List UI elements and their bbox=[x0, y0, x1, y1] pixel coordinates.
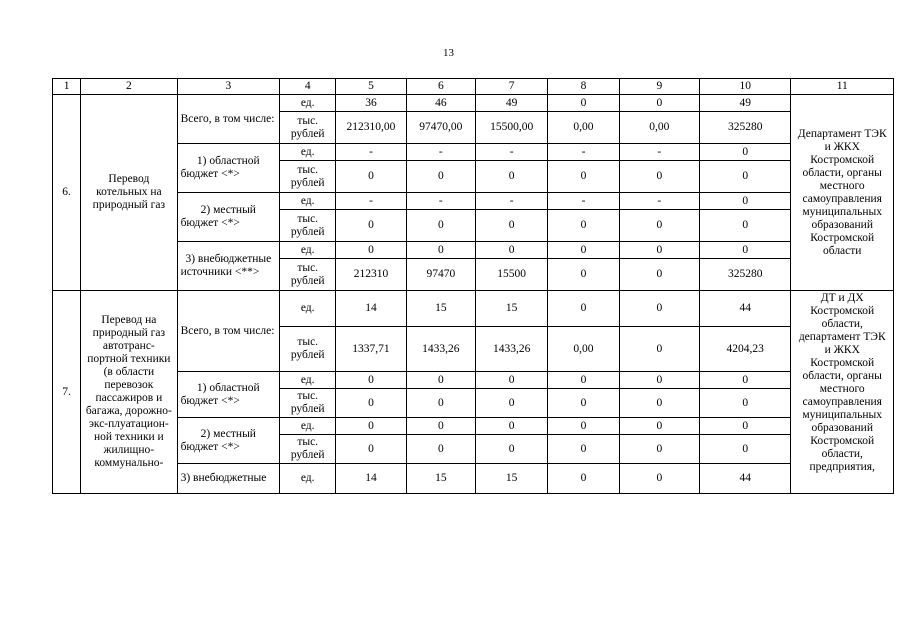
header-cell: 2 bbox=[81, 79, 177, 95]
value-cell: 97470 bbox=[406, 259, 475, 291]
value-cell: 0 bbox=[475, 435, 547, 464]
value-cell: 0 bbox=[548, 291, 619, 327]
value-cell: 0 bbox=[619, 464, 699, 494]
value-cell: 0 bbox=[619, 435, 699, 464]
value-cell: 0 bbox=[700, 389, 791, 418]
value-cell: 14 bbox=[336, 291, 406, 327]
value-cell: 0 bbox=[619, 242, 699, 259]
value-cell: 0 bbox=[700, 435, 791, 464]
value-cell: 0 bbox=[700, 144, 791, 161]
value-cell: 0 bbox=[619, 327, 699, 372]
value-cell: - bbox=[619, 193, 699, 210]
value-cell: 0 bbox=[548, 242, 619, 259]
value-cell: 0 bbox=[619, 418, 699, 435]
value-cell: 0,00 bbox=[548, 112, 619, 144]
table-row bbox=[53, 144, 894, 161]
value-cell: 212310,00 bbox=[336, 112, 406, 144]
measure-name: Перевод на природный газ автотранс-портной техники (в области перевозок пассажиров и багажа, дорожно-экс-плуатацион-ной техники и жилищно-коммунально- bbox=[81, 291, 177, 494]
value-cell: - bbox=[475, 144, 547, 161]
value-cell: 0 bbox=[619, 161, 699, 193]
value-cell: 325280 bbox=[700, 259, 791, 291]
unit-cell: тыс. рублей bbox=[280, 259, 336, 291]
value-cell: 0 bbox=[336, 210, 406, 242]
header-row bbox=[53, 79, 894, 95]
value-cell: 0 bbox=[336, 435, 406, 464]
value-cell: 0 bbox=[548, 372, 619, 389]
funding-source: 3) внебюджетные источники <**> bbox=[177, 242, 279, 291]
unit-cell: ед. bbox=[280, 242, 336, 259]
value-cell: 0 bbox=[336, 161, 406, 193]
header-cell: 7 bbox=[475, 79, 547, 95]
value-cell: 0 bbox=[700, 418, 791, 435]
table-row bbox=[53, 464, 894, 494]
value-cell: 0 bbox=[700, 242, 791, 259]
unit-cell: ед. bbox=[280, 95, 336, 112]
value-cell: 1433,26 bbox=[475, 327, 547, 372]
header-cell: 9 bbox=[619, 79, 699, 95]
value-cell: 0 bbox=[336, 242, 406, 259]
unit-cell: ед. bbox=[280, 418, 336, 435]
value-cell: 14 bbox=[336, 464, 406, 494]
value-cell: 0 bbox=[475, 389, 547, 418]
value-cell: 0 bbox=[619, 372, 699, 389]
value-cell: 36 bbox=[336, 95, 406, 112]
table-row bbox=[53, 193, 894, 210]
value-cell: 0 bbox=[548, 161, 619, 193]
value-cell: 49 bbox=[475, 95, 547, 112]
value-cell: - bbox=[406, 144, 475, 161]
value-cell: 0 bbox=[406, 418, 475, 435]
funding-source: 1) областной бюджет <*> bbox=[177, 144, 279, 193]
header-cell: 10 bbox=[700, 79, 791, 95]
value-cell: 0 bbox=[548, 464, 619, 494]
table-row bbox=[53, 418, 894, 435]
unit-cell: тыс. рублей bbox=[280, 161, 336, 193]
value-cell: 15 bbox=[406, 464, 475, 494]
measures-table bbox=[52, 78, 894, 494]
value-cell: - bbox=[619, 144, 699, 161]
funding-source: 3) внебюджетные bbox=[177, 464, 279, 494]
table-row bbox=[53, 291, 894, 327]
measure-name: Перевод котельных на природный газ bbox=[81, 95, 177, 291]
value-cell: - bbox=[406, 193, 475, 210]
value-cell: 325280 bbox=[700, 112, 791, 144]
value-cell: 44 bbox=[700, 464, 791, 494]
value-cell: 0 bbox=[700, 193, 791, 210]
responsible-executor: ДТ и ДХ Костромской области, департамент ТЭК и ЖКХ Костромской области, органы местного самоуправления муниципальных образований Костромской области, предприятия, bbox=[791, 291, 894, 494]
value-cell: 0 bbox=[406, 161, 475, 193]
header-cell: 3 bbox=[177, 79, 279, 95]
value-cell: 15 bbox=[475, 464, 547, 494]
header-cell: 5 bbox=[336, 79, 406, 95]
value-cell: 0 bbox=[700, 161, 791, 193]
value-cell: 0 bbox=[548, 259, 619, 291]
funding-source: 2) местный бюджет <*> bbox=[177, 418, 279, 464]
value-cell: 0 bbox=[700, 372, 791, 389]
value-cell: 0 bbox=[475, 372, 547, 389]
value-cell: 1433,26 bbox=[406, 327, 475, 372]
unit-cell: ед. bbox=[280, 144, 336, 161]
value-cell: 0,00 bbox=[619, 112, 699, 144]
value-cell: 15500 bbox=[475, 259, 547, 291]
table-body bbox=[53, 79, 894, 494]
header-cell: 6 bbox=[406, 79, 475, 95]
funding-source: 2) местный бюджет <*> bbox=[177, 193, 279, 242]
unit-cell: ед. bbox=[280, 372, 336, 389]
value-cell: 0 bbox=[406, 210, 475, 242]
value-cell: 0 bbox=[336, 372, 406, 389]
unit-cell: тыс. рублей bbox=[280, 112, 336, 144]
header-cell: 4 bbox=[280, 79, 336, 95]
value-cell: 0 bbox=[406, 372, 475, 389]
table-row bbox=[53, 95, 894, 112]
header-cell: 11 bbox=[791, 79, 894, 95]
header-cell: 1 bbox=[53, 79, 81, 95]
funding-source: Всего, в том числе: bbox=[177, 95, 279, 144]
value-cell: - bbox=[336, 144, 406, 161]
row-number: 7. bbox=[53, 291, 81, 494]
value-cell: 46 bbox=[406, 95, 475, 112]
value-cell: 0 bbox=[619, 389, 699, 418]
value-cell: 0 bbox=[475, 210, 547, 242]
value-cell: - bbox=[548, 193, 619, 210]
value-cell: 0 bbox=[619, 95, 699, 112]
value-cell: 0 bbox=[548, 435, 619, 464]
value-cell: 15 bbox=[475, 291, 547, 327]
unit-cell: тыс. рублей bbox=[280, 327, 336, 372]
value-cell: 0 bbox=[548, 418, 619, 435]
funding-source: 1) областной бюджет <*> bbox=[177, 372, 279, 418]
page-number: 13 bbox=[443, 47, 454, 59]
unit-cell: ед. bbox=[280, 464, 336, 494]
responsible-executor: Департамент ТЭК и ЖКХ Костромской области, органы местного самоуправления муниципальных образований Костромской области bbox=[791, 95, 894, 291]
row-number: 6. bbox=[53, 95, 81, 291]
value-cell: 0 bbox=[548, 389, 619, 418]
value-cell: 0 bbox=[548, 210, 619, 242]
value-cell: 49 bbox=[700, 95, 791, 112]
unit-cell: тыс. рублей bbox=[280, 389, 336, 418]
value-cell: 4204,23 bbox=[700, 327, 791, 372]
table-row bbox=[53, 242, 894, 259]
value-cell: - bbox=[475, 193, 547, 210]
value-cell: - bbox=[336, 193, 406, 210]
value-cell: 0 bbox=[619, 259, 699, 291]
table-row bbox=[53, 372, 894, 389]
value-cell: - bbox=[548, 144, 619, 161]
value-cell: 0,00 bbox=[548, 327, 619, 372]
value-cell: 15 bbox=[406, 291, 475, 327]
value-cell: 0 bbox=[619, 210, 699, 242]
value-cell: 212310 bbox=[336, 259, 406, 291]
value-cell: 44 bbox=[700, 291, 791, 327]
value-cell: 97470,00 bbox=[406, 112, 475, 144]
unit-cell: тыс. рублей bbox=[280, 435, 336, 464]
value-cell: 1337,71 bbox=[336, 327, 406, 372]
value-cell: 0 bbox=[475, 242, 547, 259]
value-cell: 0 bbox=[475, 418, 547, 435]
unit-cell: тыс. рублей bbox=[280, 210, 336, 242]
value-cell: 0 bbox=[700, 210, 791, 242]
value-cell: 0 bbox=[406, 435, 475, 464]
unit-cell: ед. bbox=[280, 193, 336, 210]
funding-source: Всего, в том числе: bbox=[177, 291, 279, 372]
value-cell: 0 bbox=[406, 389, 475, 418]
value-cell: 0 bbox=[475, 161, 547, 193]
header-cell: 8 bbox=[548, 79, 619, 95]
value-cell: 0 bbox=[336, 418, 406, 435]
value-cell: 15500,00 bbox=[475, 112, 547, 144]
unit-cell: ед. bbox=[280, 291, 336, 327]
value-cell: 0 bbox=[548, 95, 619, 112]
value-cell: 0 bbox=[336, 389, 406, 418]
value-cell: 0 bbox=[619, 291, 699, 327]
value-cell: 0 bbox=[406, 242, 475, 259]
